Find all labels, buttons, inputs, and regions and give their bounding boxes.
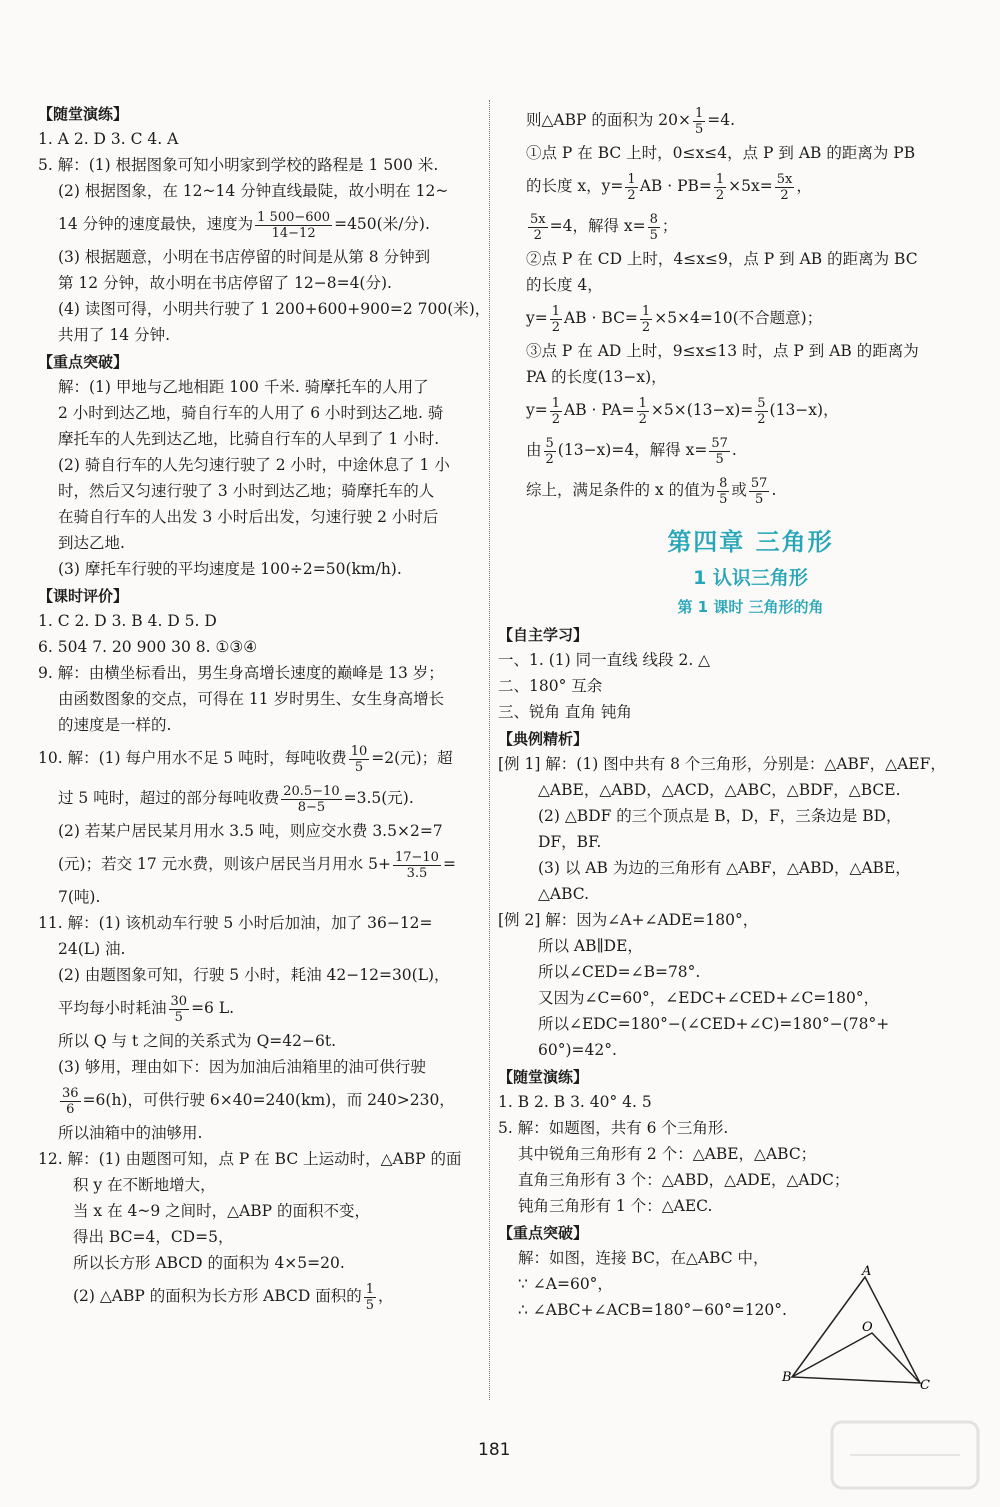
section-title: 1 认识三角形 xyxy=(693,567,808,589)
fraction: $\frac{1}{2}$ xyxy=(551,395,561,427)
fraction: $\frac{5}{2}$ xyxy=(757,395,766,427)
fraction: $\frac{1}{2}$ xyxy=(627,171,636,203)
fraction: $\frac{1}{2}$ xyxy=(641,303,651,335)
fraction: $\frac{30}{5}$ xyxy=(170,993,188,1025)
fraction: $\frac{1}{5}$ xyxy=(695,105,704,137)
fraction: $\frac{1}{2}$ xyxy=(638,395,647,427)
answer-line: $\frac{5x}{2}$ =4，解得 x= $\frac{8}{5}$ ； xyxy=(530,211,678,243)
answer-line: ①点 P 在 BC 上时，0≤x≤4，点 P 到 AB 的距离为 PB xyxy=(526,144,916,162)
answer-line: 6. 504 7. 20 900 30 8. ①③④ xyxy=(38,638,258,656)
answer-line: 的长度 4， xyxy=(526,276,603,294)
answer-line: 1. B 2. B 3. 40° 4. 5 xyxy=(498,1093,652,1111)
answer-line: [例 2] 解：因为∠A+∠ADE=180°， xyxy=(498,911,759,929)
answer-line: 5. 解：如题图，共有 6 个三角形. xyxy=(498,1119,729,1137)
answer-line: 60°)=42°. xyxy=(538,1041,617,1059)
answer-line: (3) 摩托车行驶的平均速度是 100÷2=50(km/h). xyxy=(58,560,402,578)
page-number: 181 xyxy=(478,1440,511,1460)
answer-line: y= $\frac{1}{2}$ AB · BC= $\frac{1}{2}$ ×5×4=10(不合题意)； xyxy=(526,303,823,335)
fraction: $\frac{20.5-10}{8-5}$ xyxy=(283,783,340,815)
answer-line: 2 小时到达乙地，骑自行车的人用了 6 小时到达乙地. 骑 xyxy=(58,404,444,422)
answer-line: (3) 够用，理由如下：因为加油后油箱里的油可供行驶 xyxy=(58,1058,426,1076)
answer-line: 综上，满足条件的 x 的值为 $\frac{8}{5}$ 或 $\frac{57}{5}$ . xyxy=(526,475,777,507)
fraction: $\frac{36}{6}$ xyxy=(62,1085,79,1117)
answer-line: (元)；若交 17 元水费，则该户居民当月用水 5+ $\frac{17-10}{3.5}$ = xyxy=(58,849,456,881)
section-header: 【自主学习】 xyxy=(498,626,589,644)
answer-line: 到达乙地. xyxy=(58,534,125,552)
section-header: 【随堂演练】 xyxy=(498,1068,589,1086)
answer-line: ∴ ∠ABC+∠ACB=180°−60°=120°. xyxy=(518,1301,787,1319)
answer-line: 所以 AB∥DE， xyxy=(538,937,643,955)
left-column xyxy=(38,100,491,1316)
answer-line: 解：(1) 甲地与乙地相距 100 千米. 骑摩托车的人用了 xyxy=(58,378,429,396)
answer-line: 则△ABP 的面积为 20× $\frac{1}{5}$ =4. xyxy=(526,105,736,137)
fraction: $\frac{17-10}{3.5}$ xyxy=(394,849,439,881)
answer-line: 9. 解：由横坐标看出，男生身高增长速度的巅峰是 13 岁； xyxy=(38,664,444,682)
answer-line: 所以长方形 ABCD 的面积为 4×5=20. xyxy=(73,1254,345,1272)
answer-line: (4) 读图可得，小明共行驶了 1 200+600+900=2 700(米)， xyxy=(58,300,491,318)
section-header: 【典例精析】 xyxy=(498,730,589,748)
answer-line: (3) 根据题意，小明在书店停留的时间是从第 8 分钟到 xyxy=(58,248,431,266)
answer-line: 其中锐角三角形有 2 个：△ABE，△ABC； xyxy=(518,1145,817,1163)
answer-line: (2) 根据图象，在 12~14 分钟直线最陡，故小明在 12~ xyxy=(58,182,449,200)
answer-line: (2) △BDF 的三个顶点是 B，D，F，三条边是 BD， xyxy=(538,807,902,825)
answer-line: 11. 解：(1) 该机动车行驶 5 小时后加油，加了 36−12= xyxy=(38,914,433,932)
answer-line: 所以 Q 与 t 之间的关系式为 Q=42−6t. xyxy=(58,1032,336,1050)
fraction: $\frac{10}{5}$ xyxy=(350,743,368,775)
answer-line: 由函数图象的交点，可得在 11 岁时男生、女生身高增长 xyxy=(58,690,445,708)
answer-line: 一、1. (1) 同一直线 线段 2. △ xyxy=(498,651,711,669)
answer-line: 5. 解：(1) 根据图象可知小明家到学校的路程是 1 500 米. xyxy=(38,156,439,174)
answer-line: (2) 由题图象可知，行驶 5 小时，耗油 42−12=30(L)， xyxy=(58,966,450,984)
answer-line: 的速度是一样的. xyxy=(58,716,172,734)
triangle-figure xyxy=(780,1265,930,1390)
answer-line: [例 1] 解：(1) 图中共有 8 个三角形，分别是：△ABF，△AEF， xyxy=(498,755,946,773)
fraction: $\frac{57}{5}$ xyxy=(750,475,768,507)
fraction: $\frac{5x}{2}$ xyxy=(530,211,546,243)
fraction: $\frac{8}{5}$ xyxy=(719,475,728,507)
watermark-logo xyxy=(830,1420,980,1490)
fraction: $\frac{57}{5}$ xyxy=(711,435,728,467)
fraction: $\frac{5}{2}$ xyxy=(545,435,554,467)
answer-line: 所以∠EDC=180°−(∠CED+∠C)=180°−(78°+ xyxy=(538,1015,890,1033)
answer-line: 第 12 分钟，故小明在书店停留了 12−8=4(分). xyxy=(58,274,392,292)
segments-bo-oc xyxy=(792,1333,920,1383)
answer-line: PA 的长度(13−x)， xyxy=(526,368,667,386)
answer-line: 三、锐角 直角 钝角 xyxy=(498,703,632,721)
answer-line: 7(吨). xyxy=(58,888,101,906)
answer-line: y= $\frac{1}{2}$ AB · PA= $\frac{1}{2}$ ×5×(13−x)= $\frac{5}{2}$ (13−x)， xyxy=(526,395,839,427)
fraction: $\frac{8}{5}$ xyxy=(649,211,658,243)
answer-line: 由 $\frac{5}{2}$ (13−x)=4，解得 x= $\frac{57}{5}$ . xyxy=(526,435,737,467)
answer-line: 钝角三角形有 1 个：△AEC. xyxy=(518,1197,713,1215)
answer-line: 过 5 吨时，超过的部分每吨收费 $\frac{20.5-10}{8-5}$ =3.5(元). xyxy=(58,783,414,815)
answer-line: △ABC. xyxy=(538,885,590,903)
answer-line: 24(L) 油. xyxy=(58,940,126,958)
answer-line: DF，BF. xyxy=(538,833,602,851)
label-c: C xyxy=(920,1378,930,1390)
answer-line: 共用了 14 分钟. xyxy=(58,326,171,344)
answer-line: ∵ ∠A=60°， xyxy=(518,1275,613,1293)
chapter-title: 第四章 三角形 xyxy=(667,528,834,556)
answer-line: 平均每小时耗油 $\frac{30}{5}$ =6 L. xyxy=(58,993,235,1025)
answer-line: 所以∠CED=∠B=78°. xyxy=(538,963,701,981)
answer-line: 1. C 2. D 3. B 4. D 5. D xyxy=(38,612,217,630)
answer-line: 12. 解：(1) 由题图可知，点 P 在 BC 上运动时，△ABP 的面 xyxy=(38,1150,462,1168)
answer-line: 当 x 在 4~9 之间时，△ABP 的面积不变， xyxy=(73,1202,371,1220)
answer-line: 摩托车的人先到达乙地，比骑自行车的人早到了 1 小时. xyxy=(58,430,440,448)
answer-line: 时，然后又匀速行驶了 3 小时到达乙地；骑摩托车的人 xyxy=(58,482,435,500)
section-header: 【随堂演练】 xyxy=(38,105,129,123)
answer-line: 的长度 x，y= $\frac{1}{2}$ AB · PB= $\frac{1}{2}$ ×5x= $\frac{5x}{2}$ ， xyxy=(526,171,812,203)
fraction: $\frac{1}{5}$ xyxy=(365,1281,375,1313)
section-header: 【重点突破】 xyxy=(38,353,129,371)
label-b: B xyxy=(782,1370,792,1385)
right-column xyxy=(498,100,946,1323)
answer-line: 10. 解：(1) 每户用水不足 5 吨时，每吨收费 $\frac{10}{5}$ =2(元)；超 xyxy=(38,743,453,775)
answer-line: 在骑自行车的人出发 3 小时后出发，匀速行驶 2 小时后 xyxy=(58,508,439,526)
answer-line: 积 y 在不断地增大， xyxy=(73,1176,216,1194)
answer-line: (3) 以 AB 为边的三角形有 △ABF，△ABD，△ABE， xyxy=(538,859,911,877)
answer-line: 又因为∠C=60°，∠EDC+∠CED+∠C=180°， xyxy=(538,989,880,1007)
answer-line: 二、180° 互余 xyxy=(498,677,603,695)
column-divider xyxy=(489,100,490,1400)
answer-line: ③点 P 在 AD 上时，9≤x≤13 时，点 P 到 AB 的距离为 xyxy=(526,342,919,360)
answer-line: 得出 BC=4，CD=5， xyxy=(73,1228,234,1246)
answer-line: 14 分钟的速度最快，速度为 $\frac{1 500-600}{14-12}$ =450(米/分). xyxy=(58,209,430,241)
answer-line: △ABE，△ABD，△ACD，△ABC，△BDF，△BCE. xyxy=(538,781,901,799)
answer-line: 直角三角形有 3 个：△ABD，△ADE，△ADC； xyxy=(518,1171,850,1189)
answer-line: (2) 骑自行车的人先匀速行驶了 2 小时，中途休息了 1 小 xyxy=(58,456,450,474)
answer-line: (2) 若某户居民某月用水 3.5 吨，则应交水费 3.5×2=7 xyxy=(58,822,443,840)
fraction: $\frac{1}{2}$ xyxy=(551,303,561,335)
answer-line: (2) △ABP 的面积为长方形 ABCD 面积的 $\frac{1}{5}$ ， xyxy=(73,1281,394,1313)
label-o: O xyxy=(862,1320,873,1335)
fraction: $\frac{5x}{2}$ xyxy=(776,171,793,203)
fraction: $\frac{1}{2}$ xyxy=(715,171,725,203)
section-header: 【课时评价】 xyxy=(38,587,129,605)
answer-line: ②点 P 在 CD 上时，4≤x≤9，点 P 到 AB 的距离为 BC xyxy=(526,250,918,268)
answer-line: 1. A 2. D 3. C 4. A xyxy=(38,130,179,148)
label-a: A xyxy=(862,1265,872,1279)
section-header: 【重点突破】 xyxy=(498,1224,589,1242)
answer-line: 解：如图，连接 BC，在△ABC 中， xyxy=(518,1249,769,1267)
answer-line: 所以油箱中的油够用. xyxy=(58,1124,203,1142)
fraction: $\frac{1 500-600}{14-12}$ xyxy=(257,209,331,241)
lesson-title: 第 1 课时 三角形的角 xyxy=(677,598,824,616)
answer-line: $\frac{36}{6}$ =6(h)，可供行驶 6×40=240(km)，而 240>230， xyxy=(62,1085,455,1117)
